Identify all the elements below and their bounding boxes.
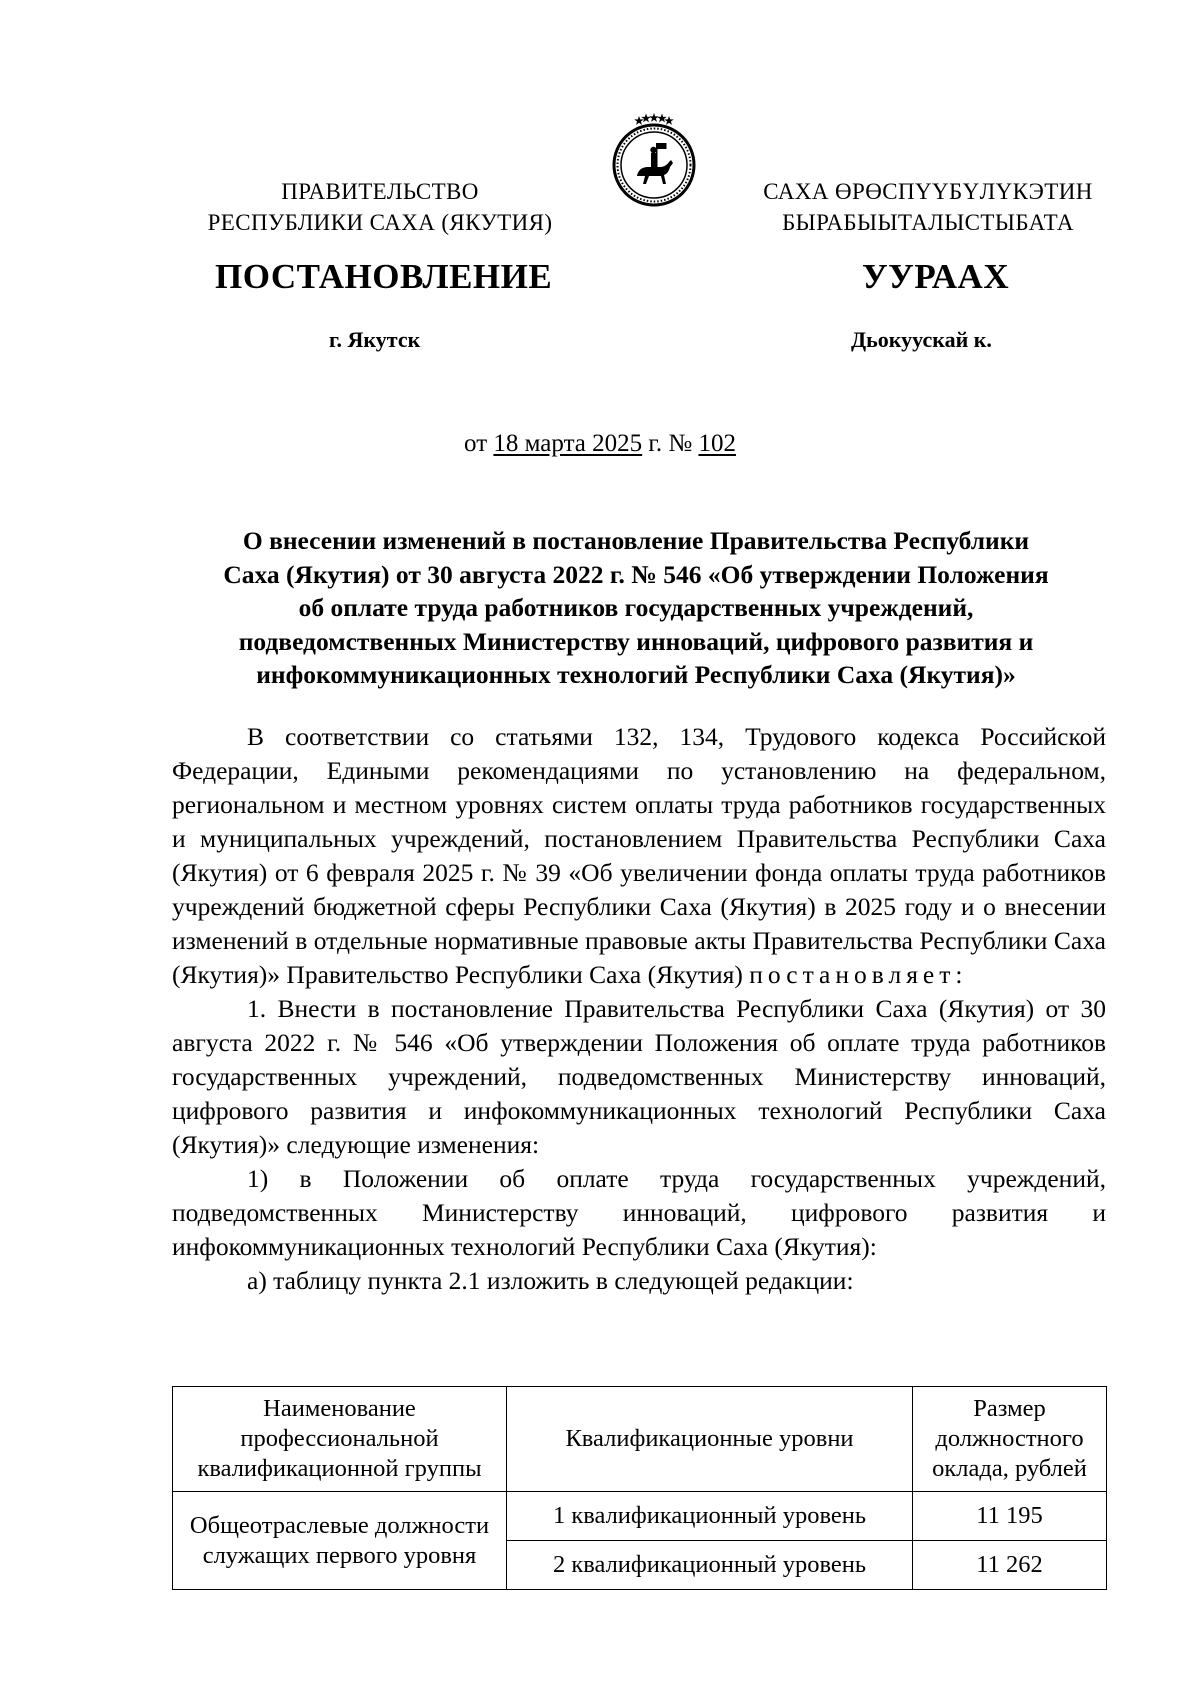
government-name-sakha: [718, 176, 1138, 238]
header-levels: Квалификационные уровни: [507, 1387, 913, 1492]
city-sakha: Дьокуускай к.: [851, 327, 992, 352]
salary-cell: 11 262: [913, 1541, 1107, 1590]
header-salary: Размер должностного оклада, рублей: [913, 1387, 1107, 1492]
document-type-ru: ПОСТАНОВЛЕНИЕ: [215, 257, 553, 296]
salary-cell: 11 195: [913, 1492, 1107, 1541]
title-line-4: подведомственных Министерству инноваций, цифрового развития и: [238, 626, 1034, 656]
date-middle: г. №: [642, 430, 699, 457]
salary-table: [172, 1386, 1107, 1590]
level-cell: 2 квалификационный уровень: [507, 1541, 913, 1590]
level-cell: 1 квалификационный уровень: [507, 1492, 913, 1541]
title-line-5: инфокоммуникационных технологий Республики Саха (Якутия)»: [256, 660, 1016, 689]
paragraph-preamble: [172, 720, 1106, 992]
title-line-3: об оплате труда работников государственных учреждений,: [298, 593, 974, 622]
government-name-ru: [170, 176, 590, 238]
paragraph-subitem-1: 1) в Положении об оплате труда государственных учреждений, подведомственных Министерству инноваций, цифрового развития и инфокоммуникационных технологий Республики Саха (Якутия):: [172, 1164, 1106, 1261]
government-name-ru-line2: РЕСПУБЛИКИ САХА (ЯКУТИЯ): [207, 210, 553, 235]
government-name-sakha-line2: БЫРАБЫЫТАЛЫСТЫБАТА: [782, 210, 1074, 235]
city-ru: г. Якутск: [329, 327, 421, 352]
date-prefix: от: [464, 430, 494, 457]
document-date-line: [0, 430, 1200, 458]
document-title: [170, 524, 1102, 692]
group-cell: Общеотраслевые должности служащих первого уровня: [173, 1492, 507, 1590]
document-number: 102: [698, 430, 736, 457]
paragraph-subitem-a: а) таблицу пункта 2.1 изложить в следующей редакции:: [247, 1266, 854, 1295]
preamble-decree-word: постановляет:: [749, 960, 968, 989]
table-header-row: [173, 1387, 1107, 1492]
government-name-sakha-line1: САХА ӨРӨСПҮҮБҮЛҮКЭТИН: [763, 179, 1093, 204]
header-group: Наименование профессиональной квалификационной группы: [173, 1387, 507, 1492]
coat-of-arms-icon: [604, 110, 704, 210]
preamble-text: В соответствии со статьями 132, 134, Трудового кодекса Российской Федерации, Едиными рекомендациями по установлению на федеральном, региональном и местном уровнях систем оплаты труда работников государственных и муниципальных учреждений, постановлением Правительства Республики Саха (Якутия) от 6 февраля 2025 г. № 39 «Об увеличении фонда оплаты труда работников учреждений бюджетной сферы Республики Саха (Якутия) в 2025 году и о внесении изменений в отдельные нормативные правовые акты Правительства Республики Саха (Якутия)» Правительство Республики Саха (Якутия): [172, 722, 1106, 989]
table-row: [173, 1492, 1107, 1541]
document-type-sakha: УУРААХ: [862, 257, 1010, 296]
document-body: [172, 720, 1106, 1298]
title-line-1: О внесении изменений в постановление Правительства Республики: [242, 526, 1030, 555]
document-date: 18 марта 2025: [493, 430, 643, 457]
government-name-ru-line1: ПРАВИТЕЛЬСТВО: [281, 179, 479, 204]
title-line-2: Саха (Якутия) от 30 августа 2022 г. № 546 «Об утверждении Положения: [223, 559, 1049, 589]
paragraph-item-1: 1. Внести в постановление Правительства Республики Саха (Якутия) от 30 августа 2022 г. № 546 «Об утверждении Положения об оплате труда работников государственных учреждений, подведомственных Министерству инноваций, цифрового развития и инфокоммуникационных технологий Республики Саха (Якутия)» следующие изменения:: [172, 994, 1106, 1159]
